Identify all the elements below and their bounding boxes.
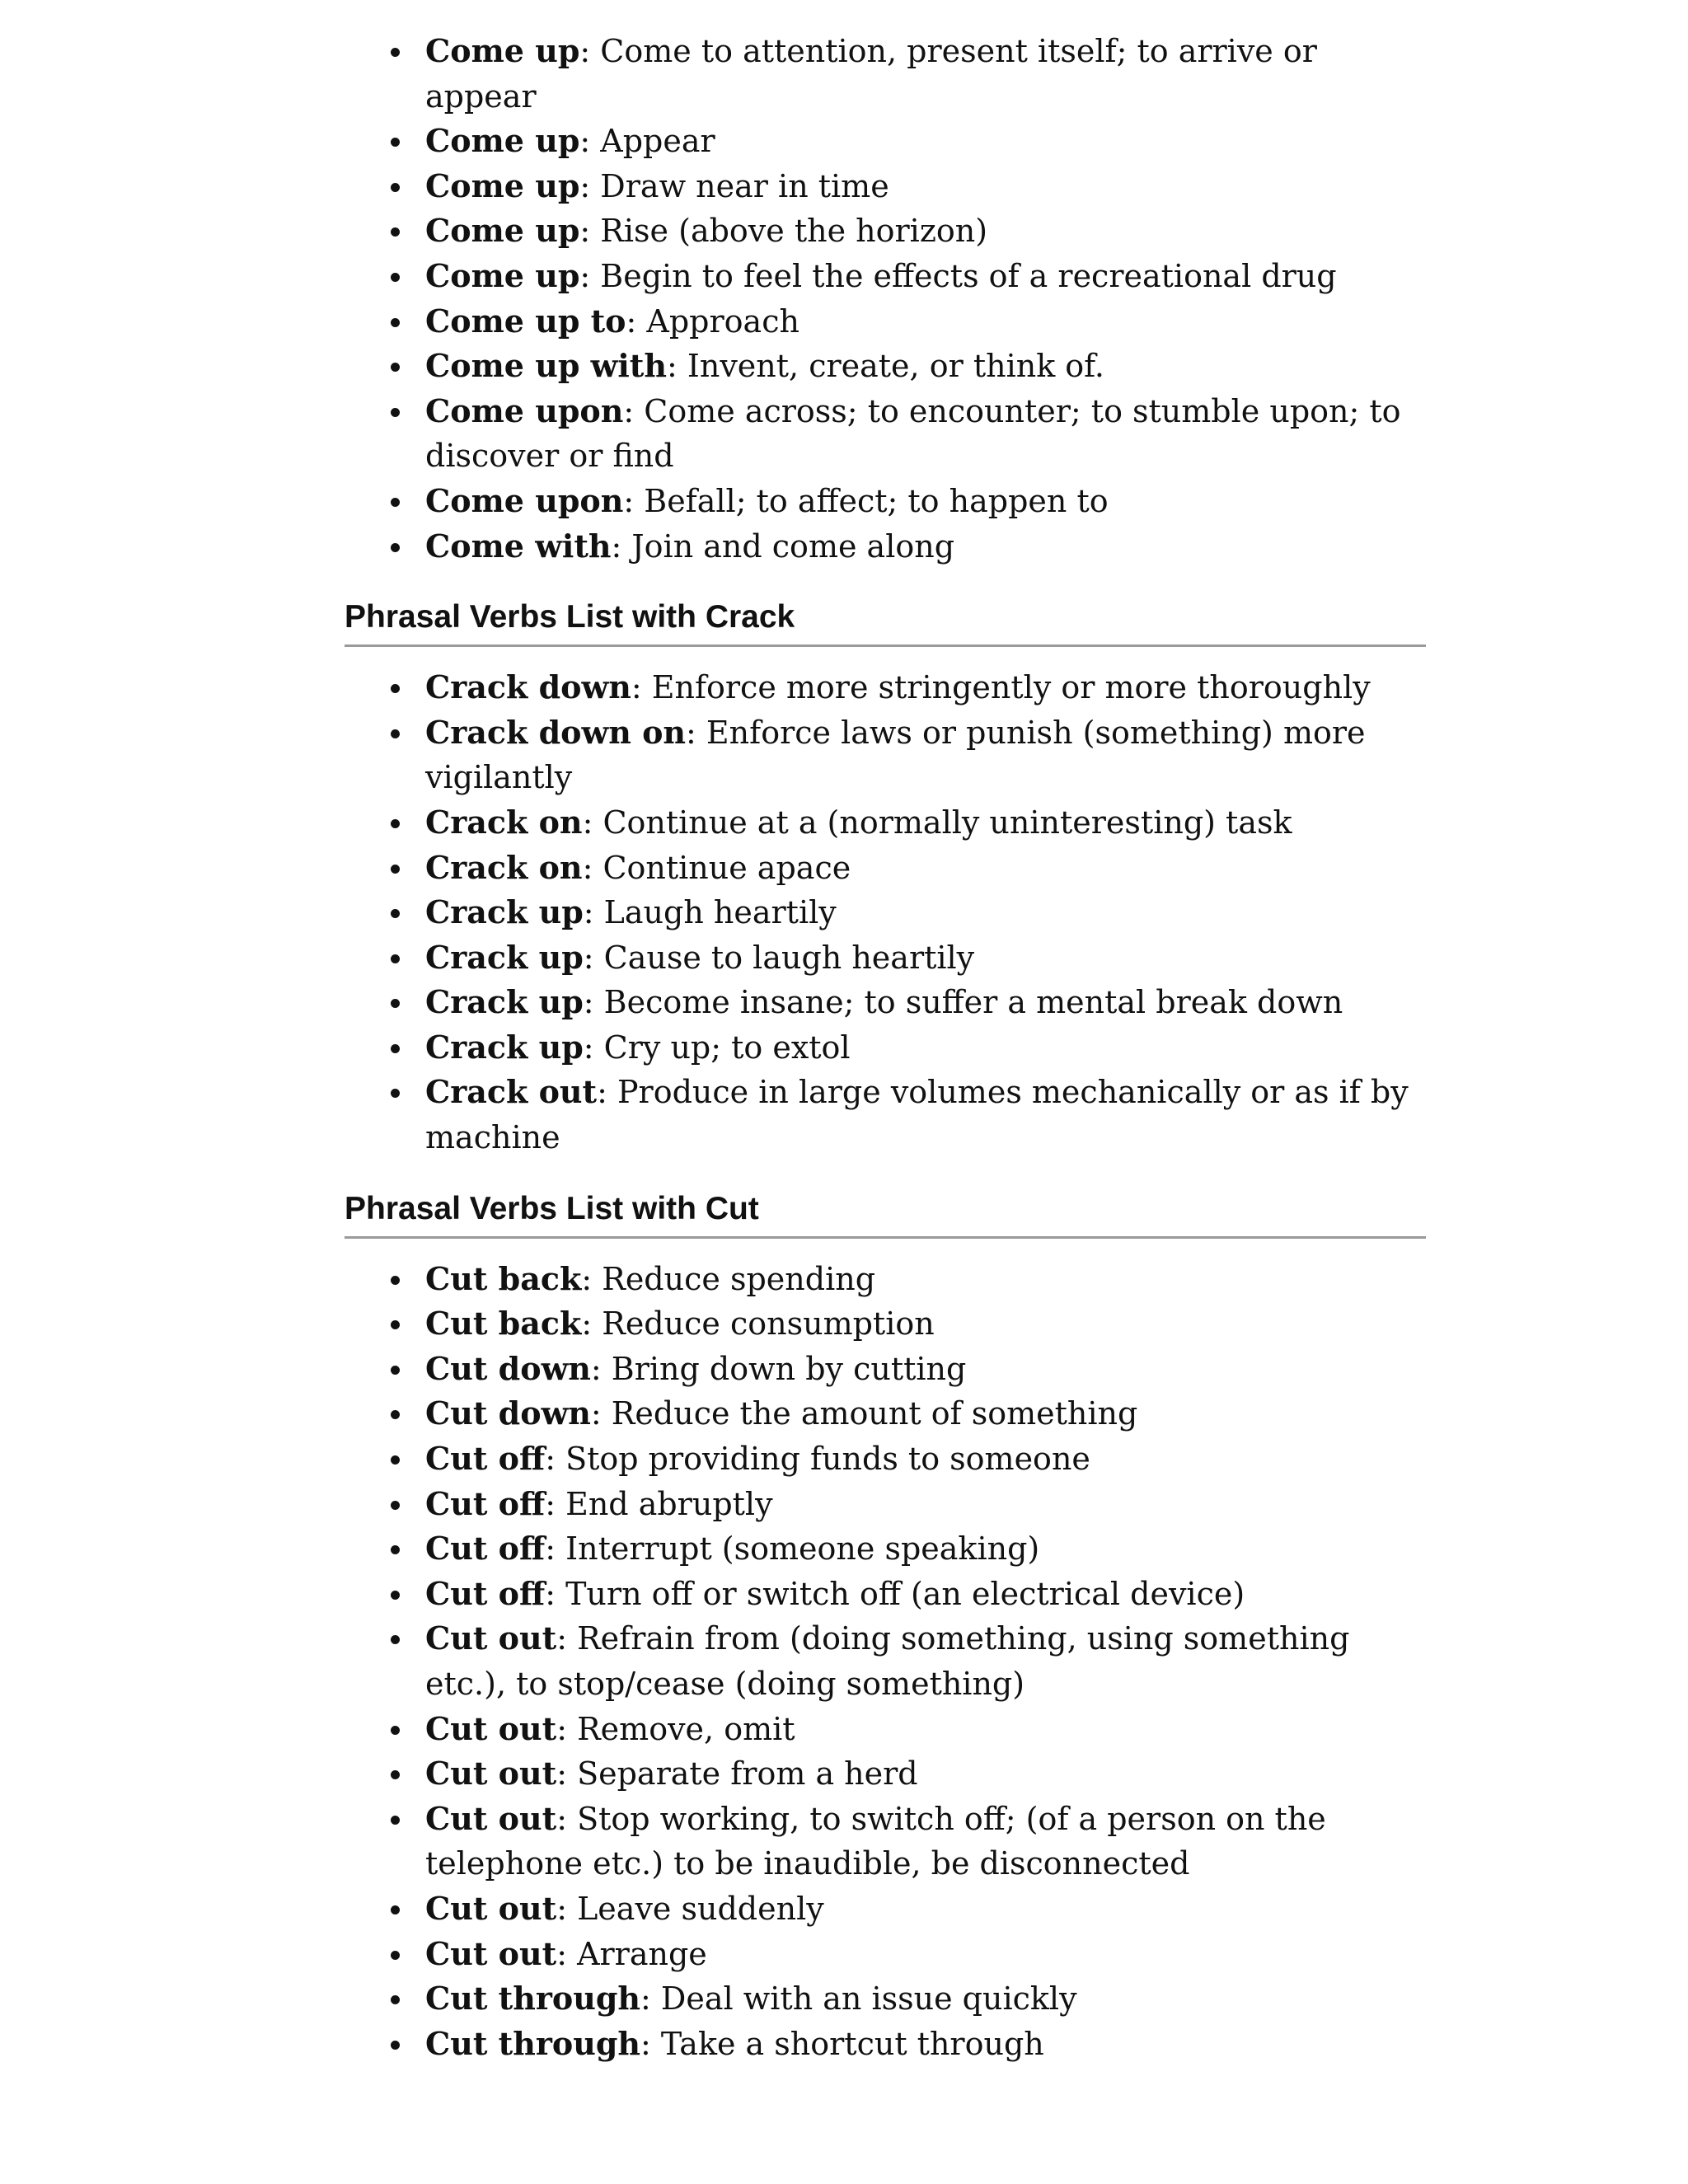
verb-term: Cut out xyxy=(425,1619,557,1657)
verb-term: Cut through xyxy=(425,1980,641,2018)
verb-definition: : Refrain from (doing something, using something etc.), to stop/cease (doing something) xyxy=(425,1620,1350,1702)
section-heading-cut: Phrasal Verbs List with Cut xyxy=(345,1190,1426,1239)
verb-term: Come with xyxy=(425,527,612,565)
verb-term: Come upon xyxy=(425,481,624,519)
verb-definition: : Bring down by cutting xyxy=(590,1350,967,1387)
verb-term: Cut out xyxy=(425,1755,557,1793)
list-item xyxy=(425,1572,1414,1617)
verb-definition: : Cause to laugh heartily xyxy=(583,939,975,976)
verb-definition: : Arrange xyxy=(556,1935,707,1972)
verb-term: Come up xyxy=(425,212,580,250)
list-item xyxy=(425,344,1414,389)
crack-verb-list xyxy=(345,665,1426,1160)
list-item xyxy=(425,1070,1414,1160)
verb-definition: : Separate from a herd xyxy=(556,1755,918,1793)
list-item xyxy=(425,980,1414,1025)
list-item xyxy=(425,1257,1414,1302)
verb-term: Cut back xyxy=(425,1259,582,1297)
verb-term: Crack on xyxy=(425,803,583,841)
verb-term: Crack on xyxy=(425,848,583,886)
verb-term: Cut down xyxy=(425,1349,591,1387)
list-item xyxy=(425,1932,1414,1977)
verb-definition: : Begin to feel the effects of a recreational drug xyxy=(579,257,1337,294)
verb-definition: : Come across; to encounter; to stumble upon; to discover or find xyxy=(425,392,1401,475)
verb-term: Cut off xyxy=(425,1530,546,1568)
list-item xyxy=(425,1976,1414,2022)
list-item xyxy=(425,1301,1414,1347)
verb-term: Cut out xyxy=(425,1889,557,1927)
list-item xyxy=(425,1886,1414,1932)
verb-term: Cut off xyxy=(425,1484,546,1522)
verb-definition: : Remove, omit xyxy=(556,1710,795,1747)
verb-definition: : Invent, create, or think of. xyxy=(666,348,1104,385)
verb-definition: : Reduce consumption xyxy=(581,1305,935,1343)
verb-definition: : Continue apace xyxy=(582,849,851,886)
list-item xyxy=(425,299,1414,344)
verb-term: Cut back xyxy=(425,1305,582,1343)
verb-definition: : Continue at a (normally uninteresting) task xyxy=(582,804,1292,841)
verb-definition: : Laugh heartily xyxy=(583,894,837,931)
list-item xyxy=(425,1797,1414,1886)
verb-definition: : Stop working, to switch off; (of a person on the telephone etc.) to be inaudible, be disconnected xyxy=(425,1800,1326,1882)
verb-term: Come up xyxy=(425,122,580,160)
verb-term: Come up xyxy=(425,256,580,294)
verb-definition: : Reduce spending xyxy=(581,1260,876,1297)
verb-term: Cut down xyxy=(425,1394,591,1432)
verb-definition: : Interrupt (someone speaking) xyxy=(545,1530,1040,1568)
verb-term: Cut out xyxy=(425,1934,557,1972)
list-item xyxy=(425,1707,1414,1752)
verb-definition: : Rise (above the horizon) xyxy=(579,213,988,250)
verb-term: Come up to xyxy=(425,302,626,340)
list-item xyxy=(425,29,1414,119)
verb-term: Come up xyxy=(425,166,580,204)
verb-term: Crack up xyxy=(425,1028,584,1066)
cut-verb-list xyxy=(345,1257,1426,2067)
list-item xyxy=(425,389,1414,479)
verb-term: Crack up xyxy=(425,893,584,931)
verb-definition: : Enforce laws or punish (something) more vigilantly xyxy=(425,714,1366,796)
list-item xyxy=(425,2022,1414,2067)
list-item xyxy=(425,710,1414,800)
cut-section xyxy=(345,1190,1426,2067)
verb-definition: : Appear xyxy=(579,123,715,160)
article-content xyxy=(345,0,1426,2066)
verb-definition: : End abruptly xyxy=(545,1485,773,1522)
list-item xyxy=(425,254,1414,299)
list-item xyxy=(425,800,1414,846)
verb-term: Cut out xyxy=(425,1799,557,1837)
verb-definition: : Take a shortcut through xyxy=(640,2025,1044,2062)
list-item xyxy=(425,119,1414,164)
verb-term: Come upon xyxy=(425,391,624,429)
verb-definition: : Become insane; to suffer a mental break down xyxy=(583,984,1343,1021)
verb-term: Cut through xyxy=(425,2024,641,2062)
verb-term: Crack up xyxy=(425,938,584,976)
verb-term: Crack out xyxy=(425,1073,598,1111)
list-item xyxy=(425,1482,1414,1527)
verb-term: Crack up xyxy=(425,983,584,1021)
verb-term: Crack down on xyxy=(425,713,687,751)
list-item xyxy=(425,1025,1414,1071)
verb-definition: : Enforce more stringently or more thoroughly xyxy=(631,669,1371,706)
list-item xyxy=(425,164,1414,209)
list-item xyxy=(425,1391,1414,1436)
list-item xyxy=(425,1751,1414,1797)
list-item xyxy=(425,1526,1414,1572)
verb-term: Cut off xyxy=(425,1440,546,1478)
section-heading-crack: Phrasal Verbs List with Crack xyxy=(345,598,1426,647)
come-verb-list xyxy=(345,29,1426,569)
list-item xyxy=(425,479,1414,524)
list-item xyxy=(425,524,1414,569)
list-item xyxy=(425,890,1414,935)
verb-definition: : Befall; to affect; to happen to xyxy=(623,482,1109,519)
list-item xyxy=(425,935,1414,981)
verb-definition: : Join and come along xyxy=(611,527,955,565)
list-item xyxy=(425,209,1414,254)
verb-definition: : Stop providing funds to someone xyxy=(545,1441,1090,1478)
verb-definition: : Reduce the amount of something xyxy=(590,1395,1138,1432)
verb-definition: : Draw near in time xyxy=(579,167,889,204)
verb-term: Come up xyxy=(425,32,580,69)
verb-definition: : Deal with an issue quickly xyxy=(640,1980,1077,2018)
verb-term: Cut out xyxy=(425,1709,557,1747)
verb-definition: : Cry up; to extol xyxy=(583,1029,851,1066)
verb-term: Come up with xyxy=(425,347,667,385)
verb-term: Crack down xyxy=(425,668,631,706)
crack-section xyxy=(345,598,1426,1160)
list-item xyxy=(425,665,1414,710)
verb-definition: : Come to attention, present itself; to arrive or appear xyxy=(425,33,1317,115)
verb-definition: : Produce in large volumes mechanically or as if by machine xyxy=(425,1074,1409,1156)
verb-term: Cut off xyxy=(425,1574,546,1612)
list-item xyxy=(425,1347,1414,1392)
list-item xyxy=(425,1436,1414,1482)
verb-definition: : Approach xyxy=(626,302,799,340)
verb-definition: : Leave suddenly xyxy=(556,1890,824,1927)
verb-definition: : Turn off or switch off (an electrical device) xyxy=(545,1575,1245,1612)
list-item xyxy=(425,846,1414,891)
list-item xyxy=(425,1616,1414,1706)
